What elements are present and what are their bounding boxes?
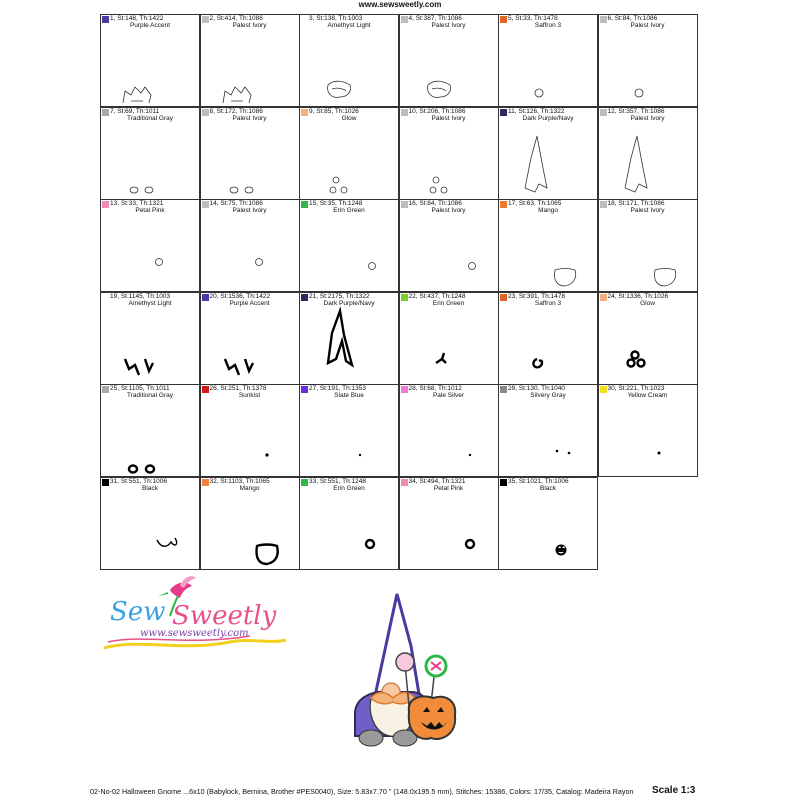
thread-color-name: Palest Ivory	[431, 22, 466, 29]
thread-color-name: Black	[142, 484, 158, 492]
stitch-preview	[300, 293, 398, 384]
stitch-thread-info: 20, St:1536, Th:1422	[209, 292, 271, 300]
stitch-thread-info: 35, St:1021, Th:1006	[508, 477, 569, 485]
stitch-thread-info: 9, St:85, Th:1026	[309, 107, 359, 115]
color-stop-cell	[100, 477, 200, 570]
stitch-thread-info: 5, St:33, Th:1478	[508, 15, 558, 22]
thread-color-name: Slate Blue	[334, 392, 364, 399]
thread-color-name: Erin Green	[432, 299, 465, 307]
stitch-preview	[201, 293, 299, 384]
stitch-preview	[201, 108, 299, 199]
color-stop-cell	[200, 477, 300, 570]
stitch-thread-info: 30, St:221, Th:1023	[607, 385, 665, 392]
thread-color-name: Amethyst Light	[327, 22, 371, 29]
color-stop-cell	[299, 199, 399, 292]
stitch-thread-info: 17, St:63, Th:1065	[508, 200, 562, 207]
stitch-preview	[101, 385, 199, 476]
thread-color-name: Yellow Cream	[627, 392, 668, 399]
stitch-preview	[300, 15, 398, 106]
color-stop-cell	[200, 14, 300, 107]
stitch-thread-info: 7, St:69, Th:1011	[110, 107, 160, 115]
thread-color-name: Erin Green	[333, 484, 365, 492]
stitch-preview	[400, 108, 498, 199]
stitch-preview	[101, 108, 199, 199]
thread-color-name: Palest Ivory	[630, 207, 665, 214]
stitch-thread-info: 28, St:68, Th:1012	[408, 385, 462, 392]
thread-color-name: Sunkist	[238, 392, 261, 399]
stitch-thread-info: 2, St:414, Th:1086	[209, 15, 263, 22]
stitch-preview	[499, 293, 597, 384]
color-chart-grid	[100, 14, 698, 571]
thread-color-name: Traditional Gray	[127, 392, 173, 399]
thread-color-name: Petal Pink	[135, 207, 165, 214]
stitch-preview	[300, 478, 398, 569]
color-stop-cell	[299, 107, 399, 200]
stitch-thread-info: 13, St:33, Th:1321	[110, 200, 164, 207]
stitch-preview	[101, 15, 199, 106]
color-stop-cell	[399, 477, 499, 570]
color-stop-cell	[399, 384, 499, 477]
stitch-preview	[599, 293, 697, 384]
stitch-preview	[201, 15, 299, 106]
color-stop-cell	[299, 292, 399, 385]
stitch-preview	[499, 200, 597, 291]
stitch-preview	[101, 478, 199, 569]
color-stop-cell	[598, 292, 698, 385]
stitch-thread-info: 11, St:126, Th:1322	[508, 107, 565, 115]
stitch-thread-info: 19, St:1145, Th:1003	[110, 292, 171, 300]
stitch-thread-info: 25, St:1105, Th:1011	[110, 385, 170, 392]
thread-color-name: Glow	[640, 299, 655, 307]
thread-color-name: Dark Purple/Navy	[323, 299, 375, 307]
thread-color-name: Saffron 3	[534, 299, 562, 307]
footer-info: 02-No-02 Halloween Gnome ...6x10 (Babylock, Bernina, Brother #PES0040), Size: 5.83x7.70 " (148.0x195.5 mm), Stitches: 15386, Colors: 17/35, Catalog: Madeira Rayon	[90, 787, 634, 796]
color-stop-cell	[200, 199, 300, 292]
site-url: www.sewsweetly.com	[358, 0, 442, 9]
color-stop-cell	[399, 14, 499, 107]
thread-color-name: Amethyst Light	[128, 299, 172, 307]
color-stop-cell	[100, 384, 200, 477]
thread-color-name: Erin Green	[333, 207, 365, 214]
stitch-thread-info: 23, St:391, Th:1478	[508, 292, 565, 300]
stitch-preview	[599, 200, 697, 291]
stitch-thread-info: 18, St:171, Th:1086	[607, 200, 665, 207]
logo-url: www.sewsweetly.com	[140, 628, 249, 639]
stitch-thread-info: 15, St:35, Th:1248	[309, 200, 363, 207]
thread-color-name: Palest Ivory	[431, 114, 466, 122]
thread-color-name: Mango	[239, 484, 260, 492]
thread-color-name: Black	[540, 484, 556, 492]
color-stop-cell	[598, 107, 698, 200]
stitch-preview	[599, 385, 697, 476]
stitch-thread-info: 33, St:551, Th:1248	[309, 477, 366, 485]
color-stop-cell	[100, 14, 200, 107]
svg-text:Sew: Sew	[110, 597, 166, 627]
thread-color-name: Glow	[341, 114, 357, 122]
stitch-thread-info: 34, St:494, Th:1321	[408, 477, 466, 485]
stitch-thread-info: 3, St:138, Th:1003	[309, 15, 363, 22]
stitch-thread-info: 8, St:172, Th:1086	[209, 107, 263, 115]
stitch-preview	[400, 200, 498, 291]
color-stop-cell	[200, 107, 300, 200]
thread-color-name: Palest Ivory	[232, 114, 267, 122]
stitch-preview	[201, 478, 299, 569]
color-stop-cell	[100, 107, 200, 200]
stitch-thread-info: 16, St:84, Th:1086	[408, 200, 462, 207]
stitch-preview	[400, 478, 498, 569]
stitch-preview	[300, 385, 398, 476]
thread-color-name: Purple Accent	[129, 22, 171, 29]
color-stop-cell	[100, 199, 200, 292]
stitch-thread-info: 14, St:75, Th:1086	[209, 200, 263, 207]
thread-color-name: Palest Ivory	[232, 22, 267, 29]
color-stop-cell	[399, 199, 499, 292]
color-stop-cell	[498, 14, 598, 107]
thread-color-name: Palest Ivory	[431, 207, 466, 214]
design-preview-image	[345, 586, 460, 761]
color-stop-cell	[598, 384, 698, 477]
stitch-thread-info: 26, St:251, Th:1378	[209, 385, 267, 392]
stitch-thread-info: 1, St:148, Th:1422	[110, 15, 164, 22]
svg-text:Sweetly: Sweetly	[172, 601, 277, 631]
color-stop-cell	[498, 107, 598, 200]
color-stop-cell	[299, 384, 399, 477]
thread-color-name: Mango	[538, 207, 558, 214]
stitch-preview	[101, 293, 199, 384]
stitch-preview	[599, 15, 697, 106]
stitch-preview	[201, 200, 299, 291]
stitch-preview	[499, 478, 597, 569]
color-stop-cell	[100, 292, 200, 385]
stitch-thread-info: 24, St:1336, Th:1026	[607, 292, 669, 300]
thread-color-name: Silvery Gray	[530, 392, 566, 399]
stitch-thread-info: 27, St:191, Th:1353	[309, 385, 366, 392]
color-stop-cell	[598, 14, 698, 107]
thread-color-name: Saffron 3	[534, 22, 562, 29]
stitch-preview	[400, 385, 498, 476]
thread-color-name: Petal Pink	[433, 484, 464, 492]
stitch-preview	[101, 200, 199, 291]
thread-color-name: Purple Accent	[229, 299, 270, 307]
stitch-preview	[400, 15, 498, 106]
thread-color-name: Palest Ivory	[630, 114, 665, 122]
stitch-thread-info: 4, St:387, Th:1086	[408, 15, 462, 22]
stitch-preview	[300, 200, 398, 291]
stitch-preview	[599, 108, 697, 199]
color-stop-cell	[498, 477, 598, 570]
stitch-thread-info: 21, St:2175, Th:1322	[309, 292, 370, 300]
thread-color-name: Pale Silver	[432, 392, 465, 399]
stitch-preview	[400, 293, 498, 384]
stitch-preview	[499, 385, 597, 476]
color-stop-cell	[598, 199, 698, 292]
scale-label: Scale 1:3	[652, 785, 696, 796]
thread-color-name: Dark Purple/Navy	[522, 114, 574, 122]
color-stop-cell	[498, 384, 598, 477]
color-stop-cell	[299, 477, 399, 570]
color-stop-cell	[498, 292, 598, 385]
stitch-preview	[201, 385, 299, 476]
stitch-thread-info: 22, St:437, Th:1248	[408, 292, 466, 300]
thread-color-name: Traditional Gray	[127, 114, 173, 122]
color-stop-cell	[399, 292, 499, 385]
stitch-thread-info: 32, St:1103, Th:1065	[209, 477, 270, 485]
stitch-preview	[499, 108, 597, 199]
stitch-thread-info: 29, St:130, Th:1040	[508, 385, 565, 392]
sew-sweetly-logo	[100, 576, 290, 656]
stitch-thread-info: 31, St:551, Th:1006	[110, 477, 167, 485]
thread-color-name: Palest Ivory	[232, 207, 267, 214]
stitch-preview	[300, 108, 398, 199]
thread-color-name: Palest Ivory	[630, 22, 665, 29]
color-stop-cell	[200, 292, 300, 385]
color-stop-cell	[299, 14, 399, 107]
stitch-thread-info: 10, St:206, Th:1086	[408, 107, 466, 115]
stitch-thread-info: 6, St:84, Th:1086	[607, 15, 658, 22]
color-stop-cell	[498, 199, 598, 292]
stitch-preview	[499, 15, 597, 106]
stitch-thread-info: 12, St:357, Th:1086	[607, 107, 665, 115]
color-stop-cell	[399, 107, 499, 200]
color-stop-cell	[200, 384, 300, 477]
